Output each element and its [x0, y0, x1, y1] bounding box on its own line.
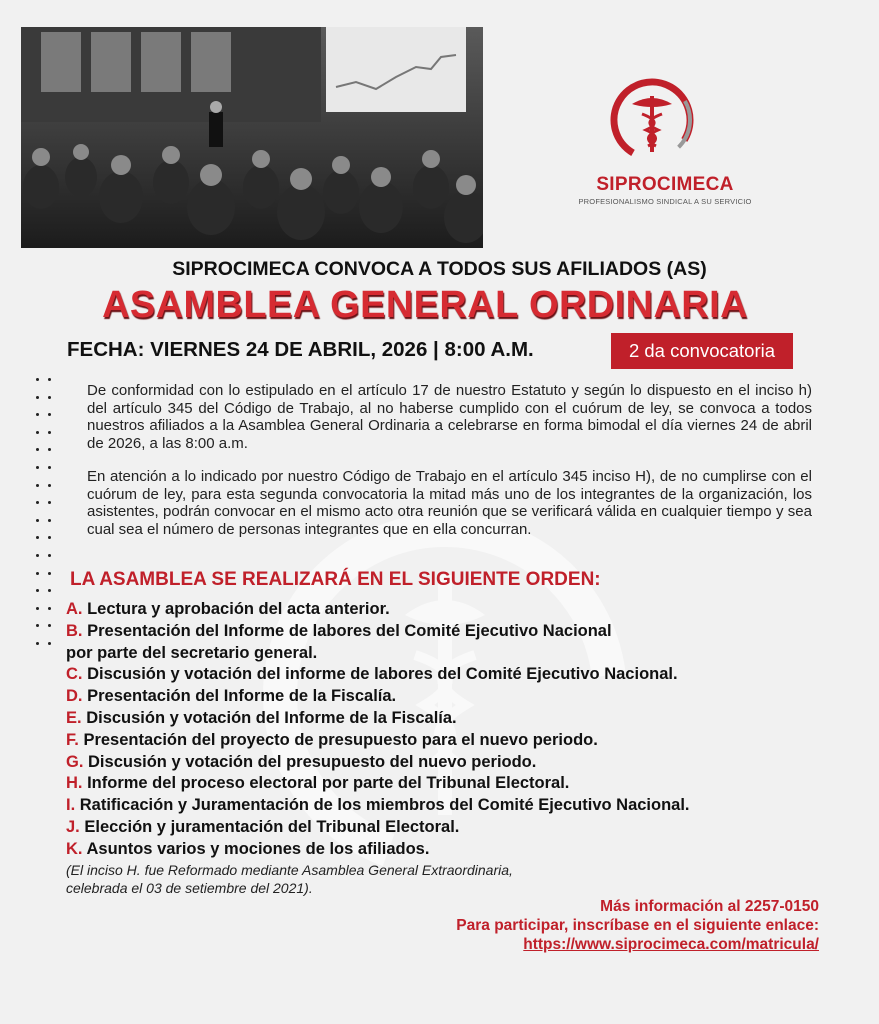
dot	[48, 554, 51, 557]
dot	[36, 484, 39, 487]
audience-photo	[21, 27, 483, 248]
agenda-item-letter: A.	[66, 600, 83, 618]
agenda-item-text: Asuntos varios y mociones de los afiliados.	[86, 839, 430, 858]
dot	[48, 378, 51, 381]
dot	[48, 572, 51, 575]
agenda-item-letter: G.	[66, 752, 84, 771]
dot	[48, 624, 51, 627]
intro-paragraph: De conformidad con lo estipulado en el artículo 17 de nuestro Estatuto y según lo dispuesto en el inciso h) del artículo 345 del Código de Trabajo, al no haberse cumplido con el cuórum de ley, se convoca a todos nuestros afiliados a la Asamblea General Ordinaria a celebrarse en forma bimodal el día viernes 24 de abril de 2026, a las 8:00 a.m.	[87, 382, 812, 452]
dot	[36, 536, 39, 539]
logo-name: SIPROCIMECA	[596, 174, 734, 195]
dot	[36, 572, 39, 575]
agenda-item	[66, 708, 826, 730]
agenda-item-text: por parte del secretario general.	[66, 643, 318, 662]
agenda-item	[66, 839, 826, 861]
dot	[48, 501, 51, 504]
agenda-note	[66, 861, 513, 897]
agenda-item	[66, 817, 826, 839]
agenda-item	[66, 752, 826, 774]
agenda-item	[66, 773, 826, 795]
agenda-item-letter: C.	[66, 665, 83, 684]
signup-line: Para participar, inscríbase en el siguiente enlace:	[456, 917, 819, 934]
agenda-item-text: Discusión y votación del presupuesto del nuevo periodo.	[88, 752, 537, 771]
audience-photo-illustration	[21, 27, 483, 248]
dot	[48, 607, 51, 610]
dot	[36, 554, 39, 557]
agenda-item-text: Elección y juramentación del Tribunal Electoral.	[84, 817, 460, 836]
agenda-item-letter: I.	[66, 796, 76, 815]
dot	[36, 466, 39, 469]
agenda-item-letter: E.	[66, 708, 82, 727]
dot	[36, 431, 39, 434]
agenda-item	[66, 599, 826, 621]
agenda-item	[66, 643, 826, 665]
dot	[48, 466, 51, 469]
registration-link[interactable]: https://www.siprocimeca.com/matricula/	[523, 936, 819, 953]
agenda-item-text: Presentación del proyecto de presupuesto para el nuevo periodo.	[83, 730, 598, 749]
page-title: ASAMBLEA GENERAL ORDINARIA	[102, 284, 748, 326]
agenda-item	[66, 686, 826, 708]
agenda-item	[66, 730, 826, 752]
dot	[48, 589, 51, 592]
agenda-item-text: Ratificación y Juramentación de los miembros del Comité Ejecutivo Nacional.	[79, 796, 690, 815]
agenda-item-text: Lectura y aprobación del acta anterior.	[87, 600, 390, 618]
agenda-item-letter: K.	[66, 839, 83, 858]
dot	[48, 519, 51, 522]
dot	[36, 396, 39, 399]
agenda-item-text: Discusión y votación del informe de labores del Comité Ejecutivo Nacional.	[87, 665, 678, 684]
logo-tagline: PROFESIONALISMO SINDICAL A SU SERVICIO	[578, 197, 752, 206]
agenda-item-text: Informe del proceso electoral por parte del Tribunal Electoral.	[87, 774, 570, 793]
quorum-paragraph: En atención a lo indicado por nuestro Código de Trabajo en el artículo 345 inciso H), de no cumplirse con el cuórum de ley, para esta segunda convocatoria la mitad más uno de los integrantes de la organización, los asistentes, podrán convocar en el mismo acto otra reunión que se verificará válida en cualquier tiempo y sea cual sea el número de personas integrantes que en ella concurran.	[87, 468, 812, 538]
dot	[48, 396, 51, 399]
agenda-note-line: celebrada el 03 de setiembre del 2021).	[66, 880, 313, 896]
agenda-list	[66, 599, 826, 861]
headline: SIPROCIMECA CONVOCA A TODOS SUS AFILIADOS (AS)	[172, 258, 707, 280]
contact-info	[456, 897, 819, 954]
agenda-item-letter: J.	[66, 817, 80, 836]
dot	[36, 589, 39, 592]
dot	[36, 378, 39, 381]
phone-line: Más información al 2257-0150	[600, 898, 819, 915]
agenda-item-letter: F.	[66, 730, 79, 749]
dot	[48, 642, 51, 645]
dot	[48, 431, 51, 434]
dot	[48, 536, 51, 539]
agenda-item-letter: D.	[66, 687, 83, 706]
dot	[36, 413, 39, 416]
dot	[36, 607, 39, 610]
convocatoria-badge: 2 da convocatoria	[611, 333, 793, 369]
agenda-item-letter: B.	[66, 621, 83, 640]
dot	[36, 624, 39, 627]
dot	[36, 501, 39, 504]
dot	[36, 448, 39, 451]
agenda-title: LA ASAMBLEA SE REALIZARÁ EN EL SIGUIENTE ORDEN:	[70, 569, 601, 590]
agenda-item-letter: H.	[66, 774, 83, 793]
agenda-item-text: Presentación del Informe de la Fiscalía.	[87, 687, 397, 706]
agenda-item	[66, 795, 826, 817]
dot	[36, 519, 39, 522]
agenda-item-text: Discusión y votación del Informe de la Fiscalía.	[86, 708, 457, 727]
event-date: FECHA: VIERNES 24 DE ABRIL, 2026 | 8:00 A.M.	[67, 338, 534, 361]
agenda-item	[66, 621, 826, 643]
agenda-note-line: (El inciso H. fue Reformado mediante Asamblea General Extraordinaria,	[66, 862, 513, 878]
agenda-item	[66, 664, 826, 686]
dot	[36, 642, 39, 645]
dot	[48, 413, 51, 416]
dot	[48, 448, 51, 451]
agenda-item-text: Presentación del Informe de labores del Comité Ejecutivo Nacional	[87, 621, 612, 640]
dot	[48, 484, 51, 487]
